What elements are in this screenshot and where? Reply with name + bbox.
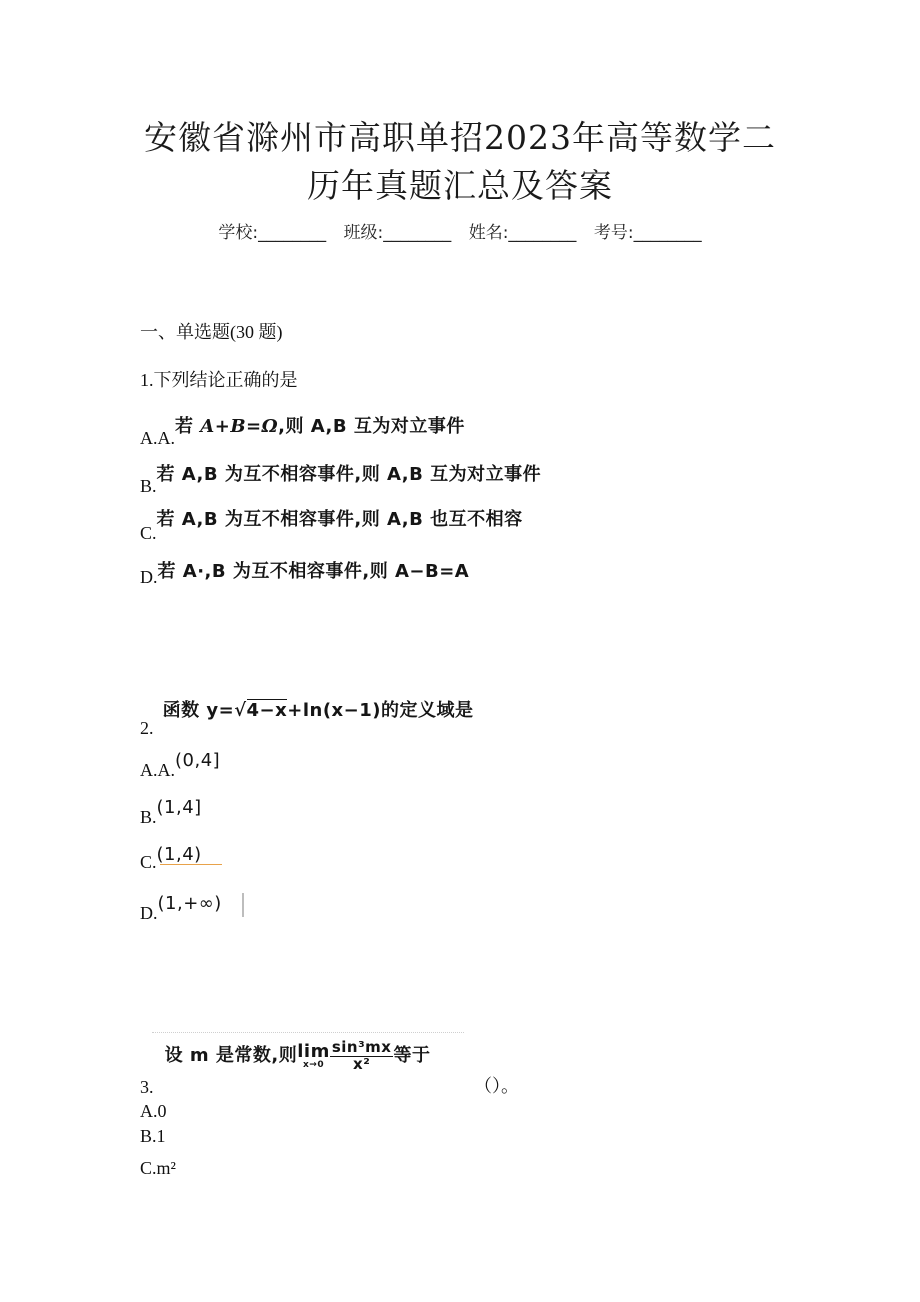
option-label: C. <box>140 523 157 543</box>
name-field: 姓名:________ <box>468 223 577 243</box>
option-label: B. <box>140 1126 157 1146</box>
option-formula-image: 若 A,B 为互不相容事件,则 A,B 互为对立事件 <box>156 464 542 485</box>
option-label: A.A. <box>140 760 175 780</box>
option-label: C. <box>140 852 157 872</box>
image-edge-divider <box>242 893 244 917</box>
option-formula-image: (1,4] <box>156 797 202 818</box>
school-field: 学校:________ <box>218 223 327 243</box>
option-label: A.A. <box>140 428 175 448</box>
page-title-line-2: 历年真题汇总及答案 <box>307 166 613 205</box>
q3-stem <box>140 1038 431 1098</box>
option-label: D. <box>140 567 158 587</box>
option-formula-image: (1,+∞) <box>157 893 222 914</box>
option-value: m² <box>156 1158 176 1178</box>
option-label: A. <box>140 1101 158 1121</box>
student-info-row <box>0 218 920 243</box>
option-formula-image: 若 A·,B 为互不相容事件,则 A−B=A <box>157 561 470 582</box>
option-formula-image: (1,4) <box>156 844 202 865</box>
q3-option-b <box>140 1126 166 1147</box>
option-formula-image: 若 A,B 为互不相容事件,则 A,B 也互不相容 <box>156 509 523 530</box>
q1-option-b <box>140 460 542 496</box>
question-formula-image: 设 m 是常数,则lim x→0 $\frac{\text{sin³mx}}{\text{x²}}$ 等于 <box>164 1038 431 1073</box>
q1-option-a <box>140 412 465 448</box>
q2-option-c <box>140 844 202 872</box>
option-formula-image: (0,4] <box>175 750 221 771</box>
q3-option-a <box>140 1101 167 1122</box>
q1-stem: 1.下列结论正确的是 <box>140 370 298 390</box>
question-number: 3. <box>140 1077 154 1098</box>
option-label: C. <box>140 1158 157 1178</box>
question-formula-image: 函数 y=√4−x+ln(x−1)的定义域是 <box>162 700 474 721</box>
question-number: 2. <box>140 718 154 738</box>
q1-option-c <box>140 505 523 543</box>
exam-number-field: 考号:________ <box>593 223 702 243</box>
option-label: B. <box>140 476 157 496</box>
image-top-border <box>152 1032 464 1033</box>
option-formula-image: 若 A+B=Ω,则 A,B 互为对立事件 <box>175 416 465 437</box>
q2-option-a <box>140 750 221 780</box>
option-value: 0 <box>157 1101 167 1121</box>
q1-option-d <box>140 557 470 587</box>
option-label: B. <box>140 807 157 827</box>
limit-operator: lim x→0 <box>297 1040 330 1070</box>
q3-option-c <box>140 1158 176 1179</box>
formula-underline <box>160 864 222 865</box>
q3-answer-blank: （）。 <box>474 1076 519 1096</box>
limit-fraction: $\frac{\text{sin³mx}}{\text{x²}}$ <box>331 1038 392 1073</box>
option-label: D. <box>140 903 158 923</box>
option-value: 1 <box>156 1126 166 1146</box>
q2-stem <box>140 696 474 738</box>
section-heading: 一、单选题(30 题) <box>140 322 283 342</box>
page-title-line-1: 安徽省滁州市高职单招2023年高等数学二 <box>144 118 776 157</box>
q2-option-d <box>140 893 222 923</box>
q2-option-b <box>140 797 202 827</box>
class-field: 班级:________ <box>343 223 452 243</box>
